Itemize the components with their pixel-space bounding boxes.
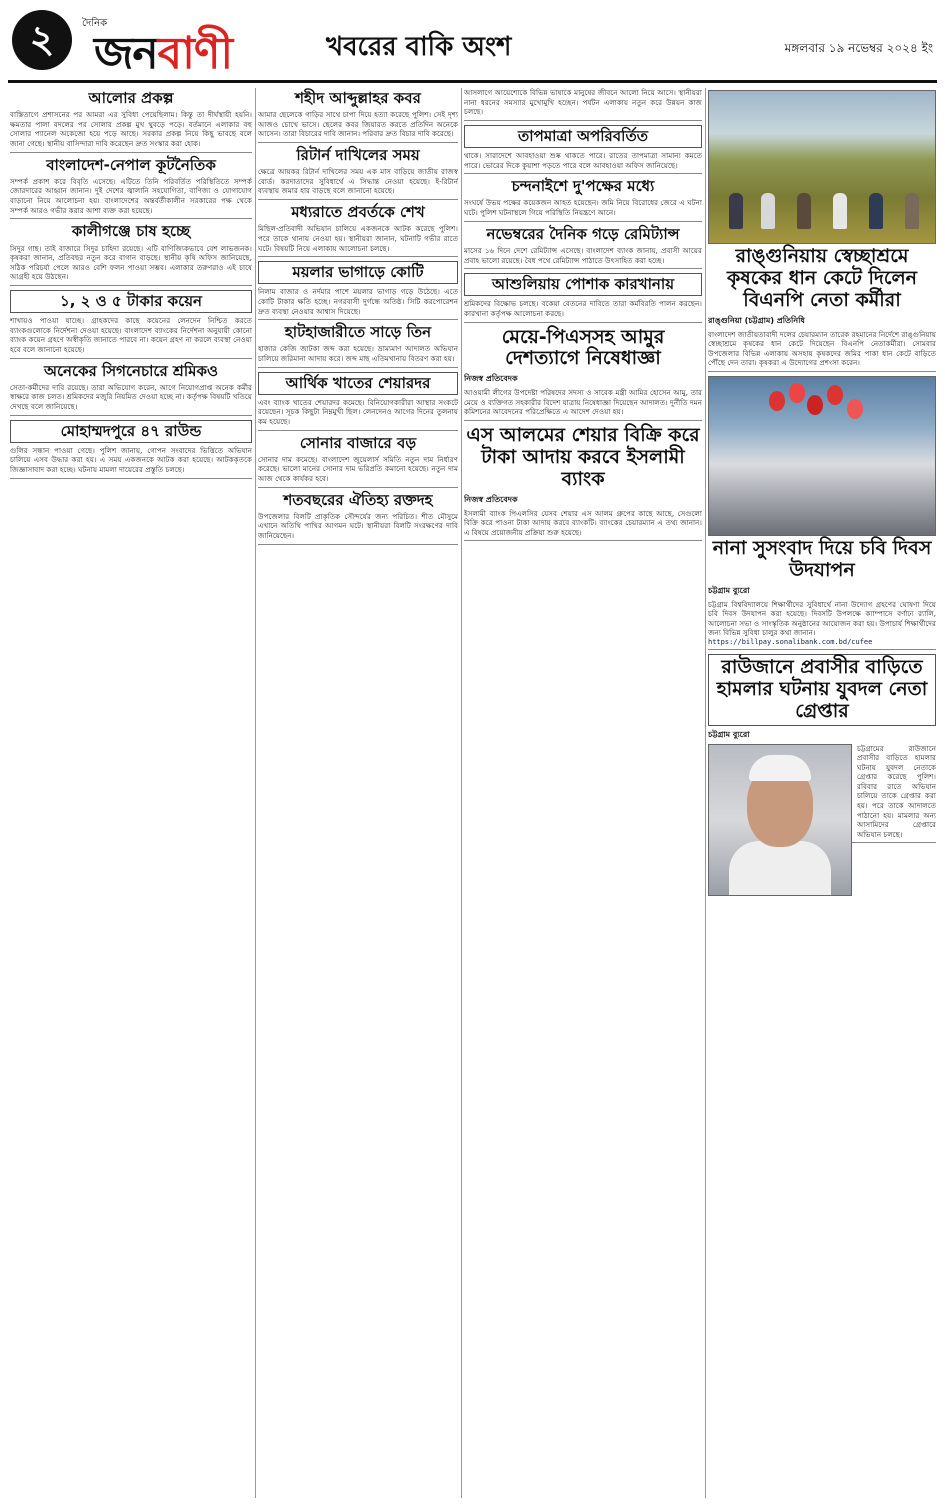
story-body: আমার ছেলেকে গাড়ির সাথে চাপা দিয়ে হত্যা করেছে পুলিশ। সেই দৃশ্য আজও চোখে ভাসে। ছেলের কবর জিয়ারত করতে প্রতিদিন অনেকে আসেন। তারা বিচারের দাবি জানান। পরিবার দ্রুত বিচার দাবি করেছে। bbox=[258, 110, 458, 139]
story-garbage bbox=[258, 261, 458, 320]
story-headline: সোনার বাজারে বড় bbox=[299, 433, 417, 452]
harvest-photo bbox=[708, 90, 936, 244]
story-body: শ্রমিকদের বিক্ষোভ চলছে। বকেয়া বেতনের দাবিতে তারা কর্মবিরতি পালন করছেন। কারখানা কর্তৃপক্ষ আলোচনা করছে। bbox=[464, 299, 702, 318]
dateline: মঙ্গলবার ১৯ নভেম্বর ২০২৪ ইং bbox=[784, 41, 933, 55]
story-headline: রিটার্ন দাখিলের সময় bbox=[296, 146, 420, 165]
story-raozan bbox=[708, 654, 936, 843]
story-alor-prokolpo bbox=[10, 90, 252, 153]
column-divider bbox=[705, 88, 706, 1498]
story-islami-bank bbox=[464, 425, 702, 541]
story-headline: এস আলমের শেয়ার বিক্রি করে টাকা আদায় করবে ইসলামী ব্যাংক bbox=[466, 424, 700, 490]
story-rangunia bbox=[708, 90, 936, 372]
story-headline: মেয়ে-পিএসসহ আমুর দেশত্যাগে নিষেধাজ্ঞা bbox=[501, 325, 665, 370]
story-body: গুলির সন্ধান পাওয়া গেছে। পুলিশ জানায়, গোপন সংবাদের ভিত্তিতে অভিযান চালিয়ে এসব উদ্ধার করা হয়। এ সময় একজনকে আটক করা হয়েছে। আটককৃতকে জিজ্ঞাসাবাদ করা হচ্ছে। ঘটনায় মামলা দায়েরের প্রস্তুতি চলছে। bbox=[10, 445, 252, 474]
story-headline: ১, ২ ও ৫ টাকার কয়েন bbox=[10, 290, 252, 313]
column-divider bbox=[461, 88, 462, 1498]
paper-name-b: বাণী bbox=[157, 28, 233, 79]
story-headline: আশুলিয়ায় পোশাক কারখানায় bbox=[464, 273, 702, 296]
story-shares bbox=[258, 372, 458, 431]
story-body: আসলাগে আয়েশোকে বিভিন্ন ভাষাকে মানুষের জীবনে আলো নিয়ে আসে। স্থানীয়রা নানা ধরনের সমস্যার মুখোমুখি হচ্ছেন। পর্যটন এলাকায় নতুন করে উন্নয়ন কাজ চলছে। bbox=[464, 88, 702, 117]
story-headline: ময়লার ভাগাড়ে কোটি bbox=[258, 261, 458, 284]
story-headline: আর্থিক খাতের শেয়ারদর bbox=[258, 372, 458, 395]
story-body: সেতা-কর্মীদের দাবি রয়েছে। তারা অভিযোগ করেন, আগে নিয়োগপ্রাপ্ত অনেক কর্মীর স্বাক্ষরে কাজ চলত। শ্রমিকদের মজুরি নিয়মিত দেওয়া হচ্ছে না। কর্তৃপক্ষ বিষয়টি খতিয়ে দেখছে বলে জানিয়েছে। bbox=[10, 382, 252, 411]
story-headline: আলোর প্রকল্প bbox=[88, 89, 174, 107]
story-mohammadpur bbox=[10, 420, 252, 479]
story-midnight bbox=[258, 204, 458, 257]
story-body: এবং ব্যাংক খাতের শেয়ারদর কমেছে। বিনিয়োগকারীরা আস্থার সংকটে রয়েছেন। সূচক কিছুটা নিম্নমুখী ছিল। লেনদেনও আগের দিনের তুলনায় কম হয়েছে। bbox=[258, 397, 458, 426]
section-title: খবরের বাকি অংশ bbox=[326, 32, 512, 62]
story-byline: নিজস্ব প্রতিবেদক bbox=[464, 374, 518, 384]
story-body: হাজার কেজি জাটকা জব্দ করা হয়েছে। ভ্রাম্যমাণ আদালত অভিযান চালিয়ে জরিমানা আদায় করে। জব্দ মাছ এতিমখানায় বিতরণ করা হয়। bbox=[258, 344, 458, 363]
story-hathazari bbox=[258, 324, 458, 367]
story-headline: মধ্যরাতে প্রবর্তকে শেখ bbox=[291, 203, 425, 222]
story-headline: শতবছরের ঐতিহ্য রক্তদহ bbox=[283, 490, 433, 509]
story-gold bbox=[258, 435, 458, 488]
story-body: সম্পর্ক প্রকাশ করে বিবৃতি এসেছে। এটিতে তিনি পরিবর্তিত পরিস্থিতিতে সম্পর্ক জোরদারের আহ্বান জানান। দুই দেশের জ্বালানি সহযোগিতা, বাণিজ্য ও যোগাযোগ বাড়ানো নিয়ে আলোচনা হয়। বাংলাদেশের অন্তর্বর্তীকালীন সরকারের পক্ষ থেকে সম্পর্ক আরও গভীর করার আশা ব্যক্ত করা হয়েছে। bbox=[10, 176, 252, 215]
story-body: থাকে। সারাদেশে আবহাওয়া শুষ্ক থাকতে পারে। রাতের তাপমাত্রা সামান্য কমতে পারে। ভোরের দিকে কুয়াশা পড়তে পারে বলে আবহাওয়া অফিস জানিয়েছে। bbox=[464, 151, 702, 170]
story-headline: নভেম্বরের দৈনিক গড়ে রেমিট্যান্স bbox=[486, 224, 680, 243]
story-remittance bbox=[464, 226, 702, 269]
story-headline: শহীদ আব্দুল্লাহর কবর bbox=[295, 89, 421, 107]
story-body: নিলাম বাজার ও নর্দমার পাশে ময়লার ভাগাড় গড়ে উঠেছে। এতে কোটি টাকার ক্ষতি হচ্ছে। নগরবাসী দুর্গন্ধে অতিষ্ঠ। সিটি করপোরেশন দ্রুত ব্যবস্থা নেওয়ার আশ্বাস দিয়েছে। bbox=[258, 287, 458, 316]
story-headline: মোহাম্মদপুরে ৪৭ রাউন্ড bbox=[10, 420, 252, 443]
column-4 bbox=[708, 88, 936, 1498]
story-ashulia bbox=[464, 273, 702, 322]
story-headline: চন্দনাইশে দু'পক্ষের মধ্যে bbox=[511, 177, 655, 196]
story-byline: নিজস্ব প্রতিবেদক bbox=[464, 494, 518, 504]
story-headline: বাংলাদেশ-নেপাল কূটনৈতিক bbox=[46, 155, 216, 174]
story-headline: হাটহাজারীতে সাড়ে তিন bbox=[284, 323, 432, 342]
story-amu-travel-ban bbox=[464, 327, 702, 421]
column-3 bbox=[464, 88, 702, 1498]
page-number: ২ bbox=[12, 10, 72, 70]
story-body: মিছিল-প্রতিবাদী অভিযান চালিয়ে একজনকে আটক করেছে পুলিশ। পরে তাকে থানায় নেওয়া হয়। স্থানীয়রা জানান, ঘটনাটি গভীর রাতে ঘটে। বিষয়টি নিয়ে এলাকায় আলোচনা চলছে। bbox=[258, 224, 458, 253]
story-byline: চট্টগ্রাম ব্যুরো bbox=[708, 729, 750, 739]
story-temperature bbox=[464, 125, 702, 174]
cu-day-photo bbox=[708, 376, 936, 536]
story-roktodoho bbox=[258, 492, 458, 545]
column-divider bbox=[255, 88, 256, 1498]
story-abdullah bbox=[258, 90, 458, 143]
story-body: চট্টগ্রামের রাউজানে প্রবাসীর বাড়িতে হামলার ঘটনায় যুবদল নেতাকে গ্রেপ্তার করেছে পুলিশ। রবিবার রাতে অভিযান চালিয়ে তাকে গ্রেপ্তার করা হয়। পরে তাকে আদালতে পাঠানো হয়। মামলার অন্য আসামিদের গ্রেপ্তারে অভিযান চলছে। bbox=[857, 743, 936, 839]
story-headline: তাপমাত্রা অপরিবর্তিত bbox=[464, 125, 702, 148]
story-body: উপজেলার বিলটি প্রাকৃতিক সৌন্দর্যের জন্য পরিচিত। শীত মৌসুমে এখানে অতিথি পাখির আগমন ঘটে। স্থানীয়রা বিলটি সংরক্ষণের দাবি জানিয়েছেন। bbox=[258, 511, 458, 541]
story-body: ক্ষেত্রে আয়কর রিটার্ন দাখিলের সময় এক মাস বাড়িয়ে জাতীয় রাজস্ব বোর্ড। করদাতাদের সুবিধার্থে এ সিদ্ধান্ত নেওয়া হয়েছে। ই-রিটার্ন ব্যবস্থায় জমার হার বাড়ছে বলে জানানো হয়েছে। bbox=[258, 167, 458, 196]
story-byline: রাঙ্গুনিয়া (চট্টগ্রাম) প্রতিনিধি bbox=[708, 315, 805, 325]
story-body: বাস্তিতাগে প্রশাসনের পর আমরা এর সুবিধা পেয়েছিলাম। কিন্তু তা দীর্ঘস্থায়ী হয়নি। ক্ষমতার পালা বদলের পর সোলার প্রকল্প মুখ থুবড়ে পড়ে। বর্তমানে এলাকার বহু সোলার প্যানেল অকেজো হয়ে পড়ে আছে। সরকার প্রকল্প নিয়ে কিছু ভাবছে বলে জানা গেছে। স্থানীয় বাসিন্দারা দাবি করেছেন দ্রুত সংস্কার করা হোক। bbox=[10, 110, 252, 149]
paper-name-a: জন bbox=[94, 28, 158, 79]
story-headline: রাউজানে প্রবাসীর বাড়িতে হামলার ঘটনায় যুবদল নেতা গ্রেপ্তার bbox=[708, 654, 936, 726]
masthead bbox=[8, 6, 937, 78]
payment-link[interactable]: https://billpay.sonalibank.com.bd/cufee bbox=[708, 637, 873, 646]
story-body: ইসলামী ব্যাংক পিএলসির যেসব শেয়ার এস আলম গ্রুপের কাছে আছে, সেগুলো বিক্রি করে পাওনা টাকা আদায় করবে ব্যাংকটি। ব্যাংকের চেয়ারম্যান এ তথ্য জানান। এ বিষয়ে প্রয়োজনীয় প্রক্রিয়া শুরু হয়েছে। bbox=[464, 508, 702, 537]
story-return bbox=[258, 147, 458, 200]
story-headline: অনেকের সিগনেচারে শ্রমিকও bbox=[44, 361, 218, 380]
paper-daily-label: দৈনিক bbox=[82, 18, 108, 29]
story-headline: কালীগঞ্জে চাষ হচ্ছে bbox=[71, 222, 191, 241]
arrested-man-photo bbox=[708, 744, 852, 896]
story-body: সিদুর গাছ। তাই বাজারে সিদুর চাহিদা রয়েছে। এটি বাণিজ্যিকভাবে বেশ লাভজনক। কৃষকরা জানান, প্রতিবছর নতুন করে বাগান বাড়ছে। স্থানীয় কৃষি অফিস জানিয়েছে, সঠিক পরিচর্যা পেলে আরও বেশি ফলন পাওয়া সম্ভব। এলাকার তরুণরাও এই চাষে আগ্রহী হয়ে উঠছেন। bbox=[10, 243, 252, 282]
story-cu-day bbox=[708, 376, 936, 650]
column-1 bbox=[10, 88, 252, 1498]
story-body: সোনার দাম কমেছে। বাংলাদেশ জুয়েলার্স সমিতি নতুন দাম নির্ধারণ করেছে। ভালো মানের সোনার দাম ভরিপ্রতি কমানো হয়েছে। নতুন দাম আজ থেকে কার্যকর হবে। bbox=[258, 454, 458, 484]
story-headline: রাঙ্গুনিয়ায় স্বেচ্ছাশ্রমে কৃষকের ধান কেটে দিলেন বিএনপি নেতা কর্মীরা bbox=[726, 245, 918, 311]
column-2 bbox=[258, 88, 458, 1498]
masthead-rule bbox=[8, 80, 937, 83]
story-kaliganj bbox=[10, 223, 252, 286]
story-body: চট্টগ্রাম বিশ্ববিদ্যালয়ে শিক্ষার্থীদের সুবিধার্থে নানা উদ্যোগ গ্রহণের ঘোষণা দিয়ে চবি দিবস উদযাপন করা হয়েছে। দিবসটি উপলক্ষে ক্যাম্পাসে বর্ণাঢ্য র‍্যালি, আলোচনা সভা ও সাংস্কৃতিক অনুষ্ঠানের আয়োজন করা হয়। উপাচার্য শিক্ষার্থীদের জন্য বিভিন্ন সুবিধা চালুর কথা জানান। bbox=[708, 599, 936, 638]
story-body: সংঘর্ষে উভয় পক্ষের কয়েকজন আহত হয়েছেন। জমি নিয়ে বিরোধের জেরে এ ঘটনা ঘটে। পুলিশ ঘটনাস্থলে গিয়ে পরিস্থিতি নিয়ন্ত্রণে আনে। bbox=[464, 198, 702, 218]
story-byline: চট্টগ্রাম ব্যুরো bbox=[708, 585, 750, 595]
story-body: মাসের ১৬ দিনে দেশে রেমিট্যান্স এসেছে। বাংলাদেশ ব্যাংক জানায়, প্রবাসী আয়ের প্রবাহ ভালো রয়েছে। বৈধ পথে রেমিট্যান্স পাঠাতে উৎসাহিত করা হচ্ছে। bbox=[464, 245, 702, 265]
story-signature bbox=[10, 363, 252, 416]
story-body: শাখায়ও পাওয়া যাচ্ছে। গ্রাহকদের কাছে কয়েনের লেনদেন নিশ্চিত করতে ব্যাংকগুলোকে নির্দেশনা দেওয়া হয়েছে। বাংলাদেশ ব্যাংকের নির্দেশনা অনুযায়ী কোনো ব্যাংক কয়েন গ্রহণে অস্বীকৃতি জানাতে পারবে না। কয়েন গ্রহণ না করলে ব্যবস্থা নেওয়া হবে বলে জানানো হয়েছে। bbox=[10, 316, 252, 354]
story-body: আওয়ামী লীগের উপদেষ্টা পরিষদের সদস্য ও সাবেক মন্ত্রী আমির হোসেন আমু, তার মেয়ে ও ব্যক্তিগত সহকারীর বিদেশ যাত্রায় নিষেধাজ্ঞা দিয়েছেন আদালত। দুর্নীতি দমন কমিশনের আবেদনের পরিপ্রেক্ষিতে এ আদেশ দেওয়া হয়। bbox=[464, 388, 702, 417]
story-bangladesh-nepal bbox=[10, 157, 252, 220]
story-body: বাংলাদেশ জাতীয়তাবাদী দলের চেয়ারম্যান তারেক রহমানের নির্দেশে রাঙ্গুনিয়ায় স্বেচ্ছাশ্রমে কৃষকের ধান কেটে দিয়েছেন বিএনপি নেতাকর্মীরা। সোমবার উপজেলার বিভিন্ন এলাকায় অসহায় কৃষকদের জমির পাকা ধান কেটে বাড়িতে পৌঁছে দেন তারা। কৃষকরা এ উদ্যোগের প্রশংসা করেন। bbox=[708, 329, 936, 368]
story-continued bbox=[464, 88, 702, 121]
story-coins bbox=[10, 290, 252, 359]
story-chandanaish bbox=[464, 178, 702, 221]
story-headline: নানা সুসংবাদ দিয়ে চবি দিবস উদযাপন bbox=[712, 536, 932, 581]
